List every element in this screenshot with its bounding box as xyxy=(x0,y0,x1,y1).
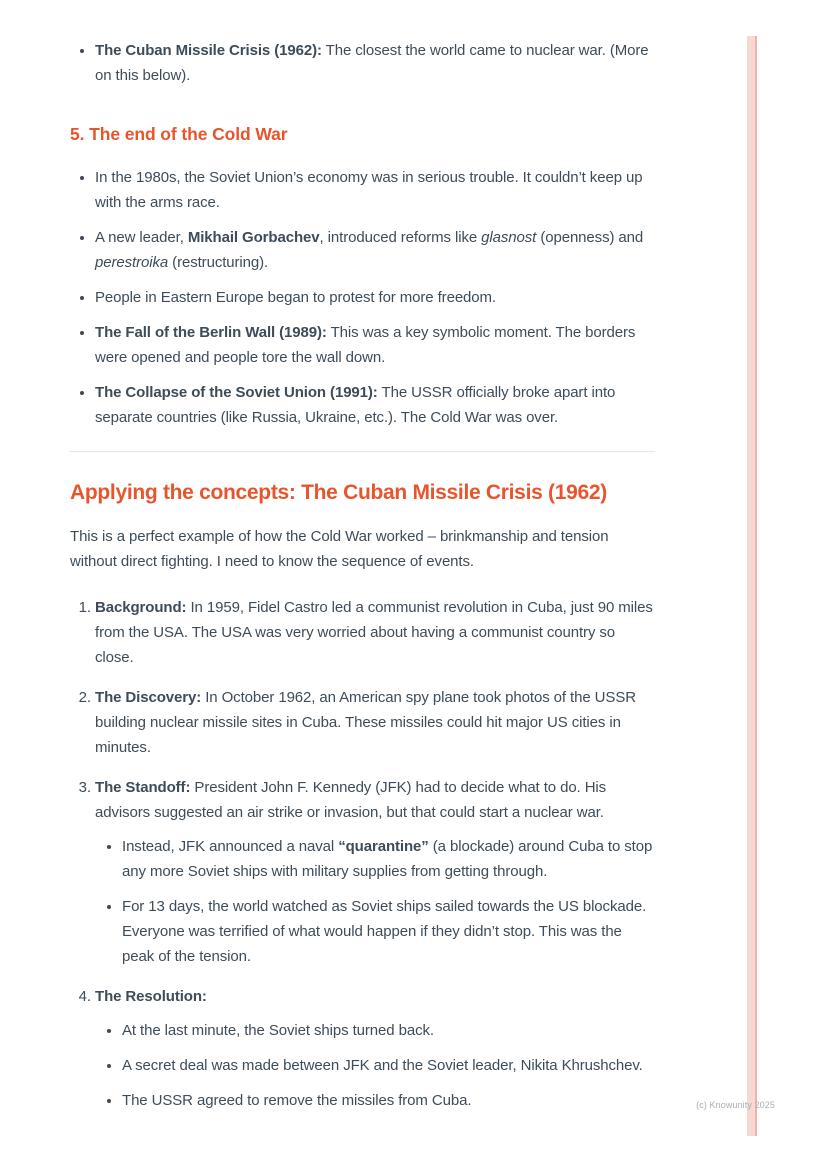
list-item xyxy=(122,1088,655,1113)
list-item xyxy=(95,595,655,670)
section-divider xyxy=(70,451,655,452)
bold-segment: Mikhail Gorbachev xyxy=(187,229,320,246)
list-item xyxy=(122,1018,655,1043)
text-segment: , introduced reforms like xyxy=(319,229,482,246)
list-item xyxy=(95,380,655,430)
section-heading-end-of-cold-war: 5. The end of the Cold War xyxy=(70,124,288,144)
text-segment: In 1959, Fidel Castro led a communist revolution in Cuba, just 90 miles from the USA. The USA was very worried about having a communist country so close. xyxy=(95,599,653,666)
text-segment: This was a key symbolic moment. The borders were opened and people tore the wall down. xyxy=(95,324,636,366)
list-item xyxy=(122,1053,655,1078)
text-segment: In October 1962, an American spy plane took photos of the USSR building nuclear missile sites in Cuba. These missiles could hit major US cities in minutes. xyxy=(95,689,636,756)
text-segment: A new leader, xyxy=(95,229,188,246)
sequence-of-events-list xyxy=(70,595,655,1113)
list-item xyxy=(122,834,655,884)
text-segment: In the 1980s, the Soviet Union’s economy was in serious trouble. It couldn’t keep up with the arms race. xyxy=(95,169,643,211)
intro-paragraph: This is a perfect example of how the Cold War worked – brinkmanship and tension without direct fighting. I need to know the sequence of events. xyxy=(70,528,609,570)
list-item xyxy=(122,894,655,969)
text-segment: The USSR agreed to remove the missiles from Cuba. xyxy=(122,1092,472,1109)
text-segment: The USSR officially broke apart into separate countries (like Russia, Ukraine, etc.). The Cold War was over. xyxy=(95,384,616,426)
text-segment: (openness) and xyxy=(536,229,644,246)
text-segment: President John F. Kennedy (JFK) had to decide what to do. His advisors suggested an air strike or invasion, but that could start a nuclear war. xyxy=(95,779,607,821)
list-item xyxy=(95,165,655,215)
list-item xyxy=(95,225,655,275)
bold-segment: The Discovery: xyxy=(95,689,202,706)
list-item xyxy=(95,685,655,760)
section-heading-applying-concepts: Applying the concepts: The Cuban Missile Crisis (1962) xyxy=(70,481,607,504)
copyright-notice: (c) Knowunity 2025 xyxy=(696,1100,775,1110)
end-of-cold-war-list xyxy=(70,165,655,430)
italic-segment: glasnost xyxy=(481,229,537,246)
intro-bullet-list xyxy=(70,38,655,88)
page-edge-accent-bar xyxy=(747,36,757,1136)
bold-segment: The Cuban Missile Crisis (1962): xyxy=(95,42,322,59)
text-segment: (restructuring). xyxy=(168,254,269,271)
list-item xyxy=(95,775,655,969)
bold-segment: “quarantine” xyxy=(338,838,429,855)
text-segment: People in Eastern Europe began to protest for more freedom. xyxy=(95,289,497,306)
list-item xyxy=(95,320,655,370)
bold-segment: The Collapse of the Soviet Union (1991): xyxy=(95,384,378,401)
list-item xyxy=(95,38,655,88)
text-segment: (a blockade) around Cuba to stop any more Soviet ships with military supplies from getting through. xyxy=(122,838,653,880)
text-segment: A secret deal was made between JFK and the Soviet leader, Nikita Khrushchev. xyxy=(122,1057,643,1074)
text-segment: For 13 days, the world watched as Soviet ships sailed towards the US blockade. Everyone was terrified of what would happen if they didn’t stop. This was the peak of the tension. xyxy=(122,898,647,965)
text-segment: The closest the world came to nuclear war. (More on this below). xyxy=(95,42,649,84)
list-item xyxy=(95,984,655,1113)
resolution-sub-list xyxy=(95,1018,655,1113)
text-segment: Instead, JFK announced a naval xyxy=(122,838,339,855)
bold-segment: The Resolution: xyxy=(95,988,207,1005)
bold-segment: Background: xyxy=(95,599,187,616)
bold-segment: The Standoff: xyxy=(95,779,191,796)
text-segment: At the last minute, the Soviet ships turned back. xyxy=(122,1022,434,1039)
list-item xyxy=(95,285,655,310)
standoff-sub-list xyxy=(95,834,655,969)
bold-segment: The Fall of the Berlin Wall (1989): xyxy=(95,324,327,341)
document-content xyxy=(70,0,655,1113)
italic-segment: perestroika xyxy=(95,254,169,271)
